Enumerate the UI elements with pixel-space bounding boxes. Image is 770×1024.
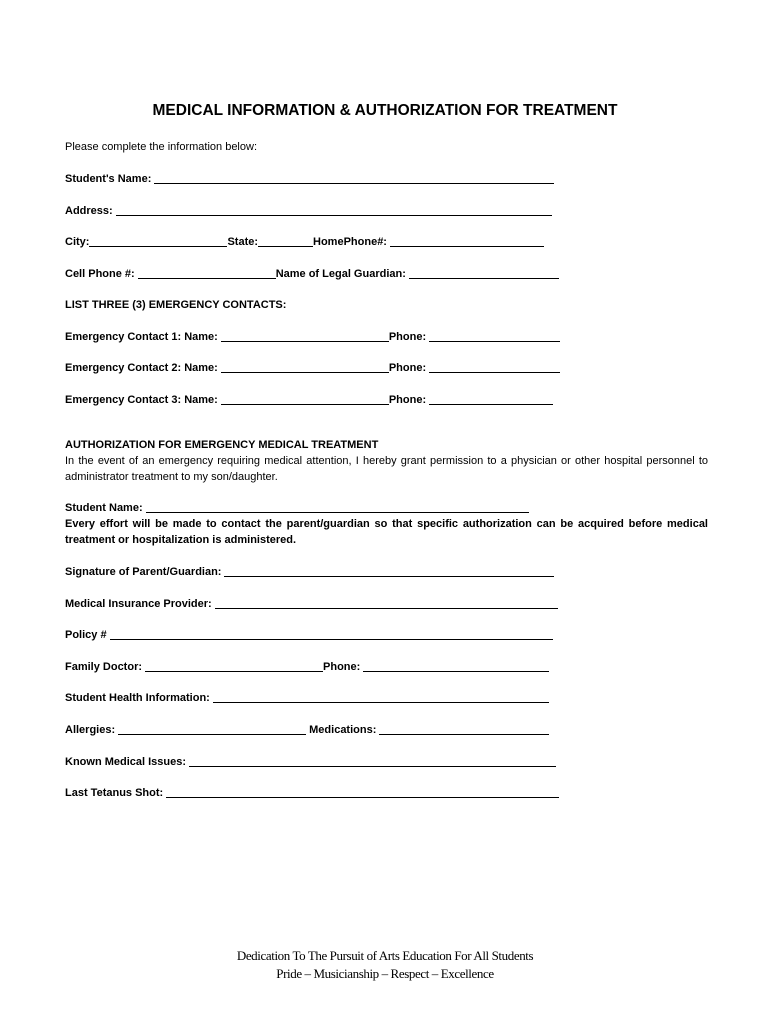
emergency-contact-2-phone-field[interactable] bbox=[429, 372, 560, 373]
footer-motto: Dedication To The Pursuit of Arts Education For All Students bbox=[236, 948, 534, 963]
authorization-heading: AUTHORIZATION FOR EMERGENCY MEDICAL TREATMENT bbox=[65, 439, 379, 451]
legal-guardian-field[interactable] bbox=[409, 278, 559, 279]
intro-text: Please complete the information below: bbox=[65, 141, 257, 153]
policy-field[interactable] bbox=[110, 639, 553, 640]
emergency-contact-3-name-field[interactable] bbox=[221, 404, 389, 405]
emergency-contact-1-row bbox=[65, 330, 563, 344]
footer-values: Pride – Musicianship – Respect – Excellence bbox=[276, 966, 494, 981]
signature-row bbox=[65, 565, 557, 579]
emergency-contact-3-row bbox=[65, 393, 556, 407]
emergency-contact-2-phone-label: Phone: bbox=[388, 362, 427, 374]
emergency-contact-1-name-field[interactable] bbox=[221, 341, 389, 342]
address-label: Address: bbox=[65, 205, 113, 217]
cell-guardian-row bbox=[65, 267, 562, 281]
emergency-contact-1-label: Emergency Contact 1: Name: bbox=[65, 331, 218, 343]
authorization-notice: Every effort will be made to contact the parent/guardian so that specific authorization can be acquired before medical treatment or hospitalization is administered. bbox=[65, 518, 708, 546]
emergency-contact-3-phone-field[interactable] bbox=[429, 404, 553, 405]
health-info-label: Student Health Information: bbox=[65, 692, 210, 704]
insurance-field[interactable] bbox=[215, 608, 558, 609]
signature-label: Signature of Parent/Guardian: bbox=[65, 566, 222, 578]
emergency-contact-1-phone-label: Phone: bbox=[388, 331, 427, 343]
city-field[interactable] bbox=[89, 246, 227, 247]
address-field[interactable] bbox=[116, 215, 552, 216]
legal-guardian-label: Name of Legal Guardian: bbox=[275, 268, 406, 280]
signature-field[interactable] bbox=[224, 576, 554, 577]
family-doctor-row bbox=[65, 660, 552, 674]
city-label: City: bbox=[65, 236, 90, 248]
cell-phone-label: Cell Phone #: bbox=[65, 268, 135, 280]
known-issues-field[interactable] bbox=[189, 766, 556, 767]
doctor-phone-label: Phone: bbox=[323, 661, 361, 673]
auth-student-name-field[interactable] bbox=[146, 512, 529, 513]
emergency-contact-1-phone-field[interactable] bbox=[429, 341, 560, 342]
student-name-label: Student's Name: bbox=[65, 173, 152, 185]
emergency-contacts-heading: LIST THREE (3) EMERGENCY CONTACTS: bbox=[65, 299, 287, 311]
city-state-phone-row bbox=[65, 235, 547, 249]
known-issues-row bbox=[65, 755, 559, 769]
state-label: State: bbox=[227, 236, 259, 248]
policy-label: Policy # bbox=[65, 629, 107, 641]
health-info-row bbox=[65, 691, 552, 705]
health-info-field[interactable] bbox=[213, 702, 549, 703]
address-row bbox=[65, 204, 555, 218]
family-doctor-field[interactable] bbox=[145, 671, 323, 672]
emergency-contact-2-label: Emergency Contact 2: Name: bbox=[65, 362, 218, 374]
home-phone-label: HomePhone#: bbox=[313, 236, 387, 248]
known-issues-label: Known Medical Issues: bbox=[65, 756, 187, 768]
emergency-contact-3-label: Emergency Contact 3: Name: bbox=[65, 394, 218, 406]
emergency-contact-3-phone-label: Phone: bbox=[388, 394, 427, 406]
insurance-label: Medical Insurance Provider: bbox=[65, 598, 212, 610]
allergies-label: Allergies: bbox=[65, 724, 116, 736]
insurance-row bbox=[65, 597, 561, 611]
medications-field[interactable] bbox=[379, 734, 549, 735]
auth-student-name-label: Student Name: bbox=[65, 502, 143, 514]
allergies-medications-row bbox=[65, 723, 552, 737]
state-field[interactable] bbox=[258, 246, 313, 247]
emergency-contact-2-name-field[interactable] bbox=[221, 372, 389, 373]
student-name-field[interactable] bbox=[154, 183, 554, 184]
tetanus-label: Last Tetanus Shot: bbox=[65, 787, 164, 799]
page-title: MEDICAL INFORMATION & AUTHORIZATION FOR TREATMENT bbox=[152, 102, 618, 119]
allergies-field[interactable] bbox=[118, 734, 306, 735]
family-doctor-label: Family Doctor: bbox=[65, 661, 143, 673]
emergency-contact-2-row bbox=[65, 361, 563, 375]
authorization-body: In the event of an emergency requiring medical attention, I hereby grant permission to a physician or other hospital personnel to administrator treatment to my son/daughter. bbox=[65, 455, 708, 483]
student-name-row bbox=[65, 172, 557, 186]
tetanus-row bbox=[65, 786, 562, 800]
auth-student-name-row bbox=[65, 501, 532, 515]
cell-phone-field[interactable] bbox=[138, 278, 276, 279]
medications-label: Medications: bbox=[309, 724, 377, 736]
doctor-phone-field[interactable] bbox=[363, 671, 549, 672]
home-phone-field[interactable] bbox=[390, 246, 544, 247]
policy-row bbox=[65, 628, 556, 642]
tetanus-field[interactable] bbox=[166, 797, 559, 798]
